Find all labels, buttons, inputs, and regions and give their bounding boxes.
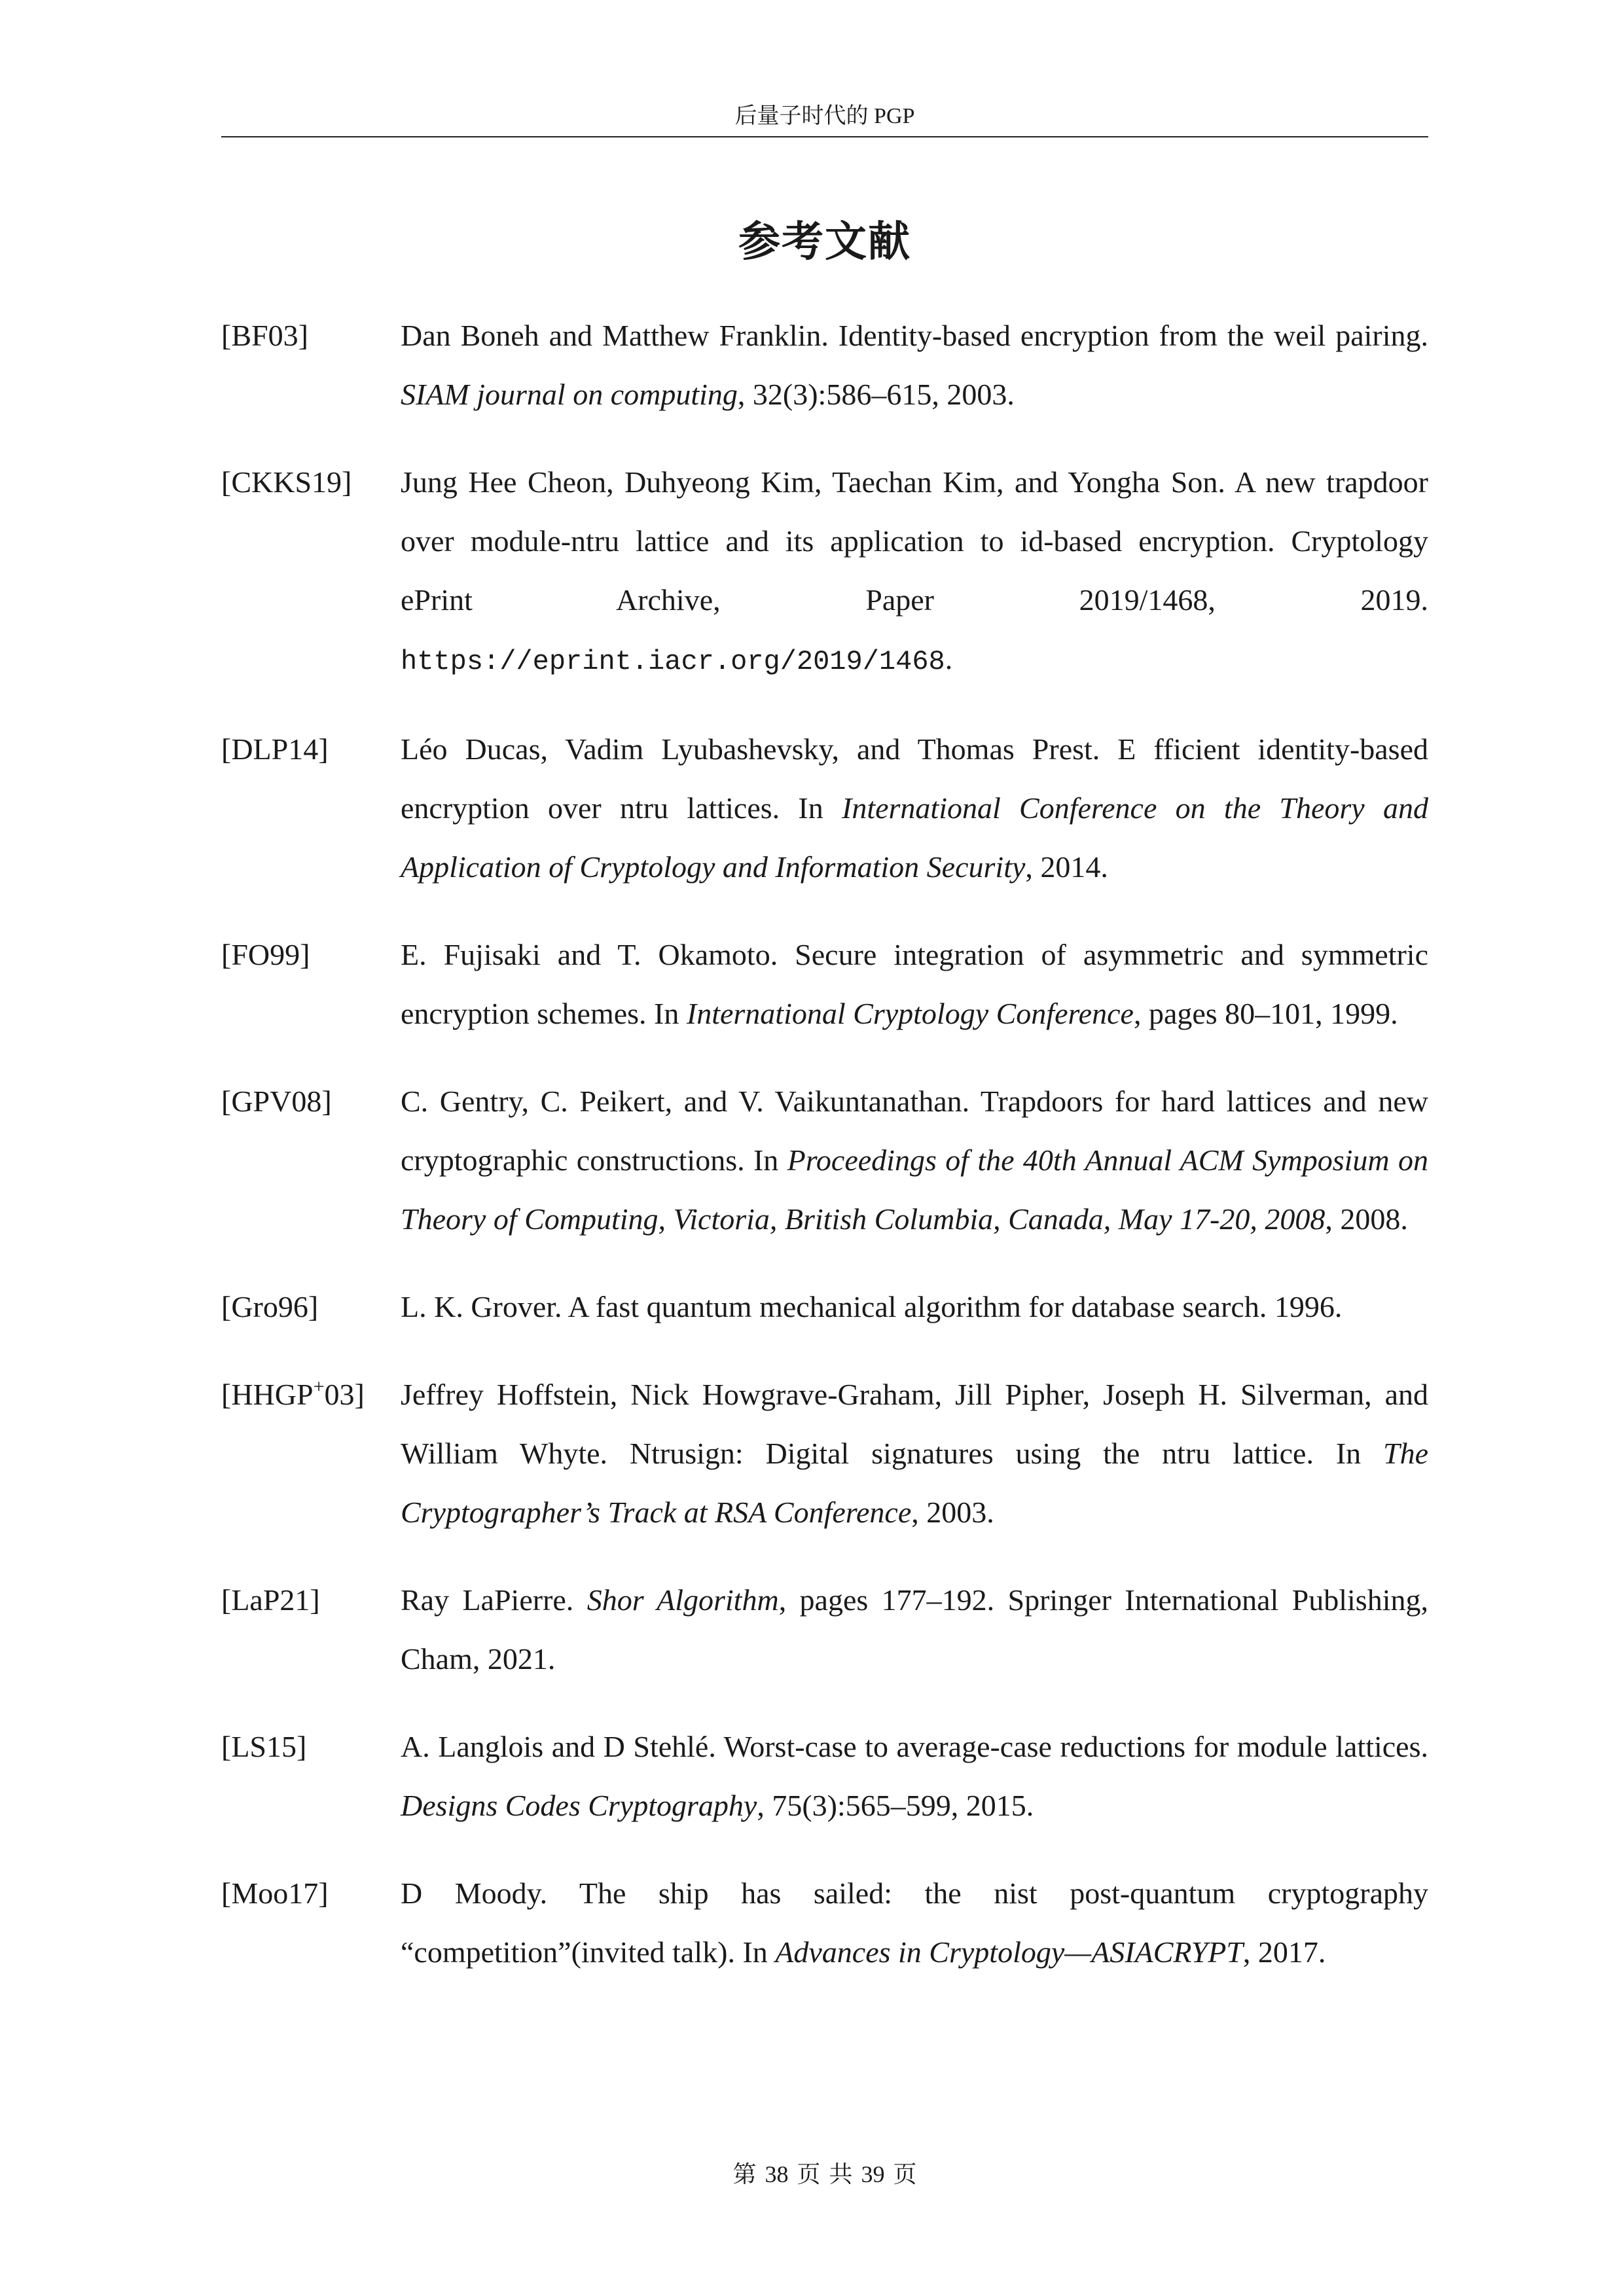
reference-moo17: [221, 1864, 1428, 1982]
reference-ls15: [221, 1717, 1428, 1835]
reference-text: D Moody. The ship has sailed: the nist post-quantum cryptography “competition”(invited talk). In: [401, 1876, 1428, 1969]
reference-url-link[interactable]: https://eprint.iacr.org/2019/1468: [401, 646, 945, 677]
reference-key: [221, 1365, 401, 1542]
reference-body: [401, 1365, 1428, 1542]
reference-venue: Designs Codes Cryptography: [401, 1789, 757, 1822]
header-rule: [221, 136, 1428, 137]
reference-text-tail: , pages 80–101, 1999.: [1133, 997, 1398, 1030]
reference-text: A. Langlois and D Stehlé. Worst-case to average-case reductions for module lattices.: [401, 1730, 1428, 1763]
reference-body: [401, 925, 1428, 1043]
running-head: 后量子时代的 PGP: [734, 104, 915, 128]
reference-text: Jung Hee Cheon, Duhyeong Kim, Taechan Kim, and Yongha Son. A new trapdoor over module-ntru lattice and its application to id-based encryption. Cryptology ePrint Archive, Paper 2019/1468, 2019.: [401, 465, 1428, 617]
reference-text: Dan Boneh and Matthew Franklin. Identity-based encryption from the weil pairing.: [401, 319, 1428, 352]
reference-venue: SIAM journal on computing: [401, 378, 738, 411]
reference-text-tail: , 2008.: [1325, 1202, 1408, 1236]
reference-text-tail: , 2017.: [1242, 1935, 1326, 1969]
reference-key-tail: 03]: [324, 1378, 365, 1411]
reference-key: [CKKS19]: [221, 465, 352, 499]
reference-text-tail: , 2014.: [1025, 850, 1108, 884]
reference-text: L. K. Grover. A fast quantum mechanical algorithm for database search. 1996.: [401, 1290, 1343, 1323]
reference-body: [401, 1717, 1428, 1835]
reference-text: Léo Ducas, Vadim Lyubashevsky, and Thomas Prest. E fficient identity-based encryption over ntru lattices. In: [401, 732, 1428, 825]
reference-body: [401, 1571, 1428, 1689]
reference-venue: The Cryptographer’s Track at RSA Conference: [401, 1437, 1428, 1529]
reference-bf03: [221, 306, 1428, 424]
reference-body: [401, 1278, 1428, 1336]
reference-text-tail: , 32(3):586–615, 2003.: [737, 378, 1015, 411]
reference-lap21: [221, 1571, 1428, 1689]
reference-key: [GPV08]: [221, 1085, 332, 1118]
reference-key-superscript: +: [313, 1375, 325, 1397]
reference-body: [401, 306, 1428, 424]
reference-key: [Gro96]: [221, 1290, 319, 1323]
reference-body: [401, 453, 1428, 691]
reference-text-tail: , 2003.: [911, 1496, 994, 1529]
reference-key: [DLP14]: [221, 732, 329, 766]
reference-key: [LaP21]: [221, 1583, 320, 1617]
reference-key: [FO99]: [221, 938, 310, 971]
reference-key-base: [HHGP: [221, 1378, 314, 1411]
reference-venue: International Cryptology Conference: [686, 997, 1134, 1030]
reference-body: [401, 1864, 1428, 1982]
reference-venue: Proceedings of the 40th Annual ACM Symposium on Theory of Computing, Victoria, British Columbia, Canada, May 17-20, 2008: [401, 1143, 1428, 1236]
reference-body: [401, 1072, 1428, 1249]
section-title: 参考文献: [738, 218, 911, 266]
reference-text: C. Gentry, C. Peikert, and V. Vaikuntanathan. Trapdoors for hard lattices and new cryptographic constructions. In: [401, 1085, 1428, 1177]
page-footer: 第 38 页 共 39 页: [732, 2161, 917, 2187]
reference-text: Ray LaPierre.: [401, 1583, 587, 1617]
reference-list: [221, 306, 1428, 2011]
reference-venue: Shor Algorithm: [586, 1583, 779, 1617]
reference-key: [Moo17]: [221, 1876, 329, 1910]
reference-dlp14: [221, 720, 1428, 897]
reference-venue: International Conference on the Theory and Application of Cryptology and Information Security: [401, 791, 1428, 884]
reference-text-tail: .: [945, 642, 953, 675]
reference-gro96: [221, 1278, 1428, 1336]
reference-text: Jeffrey Hoffstein, Nick Howgrave-Graham, Jill Pipher, Joseph H. Silverman, and William Whyte. Ntrusign: Digital signatures using the ntru lattice. In: [401, 1378, 1428, 1470]
reference-venue: Advances in Cryptology—ASIACRYPT: [775, 1935, 1243, 1969]
reference-hhgp03: [221, 1365, 1428, 1542]
reference-ckks19: [221, 453, 1428, 691]
reference-body: [401, 720, 1428, 897]
reference-fo99: [221, 925, 1428, 1043]
reference-text: E. Fujisaki and T. Okamoto. Secure integration of asymmetric and symmetric encryption schemes. In: [401, 938, 1428, 1030]
reference-gpv08: [221, 1072, 1428, 1249]
reference-text-tail: , pages 177–192. Springer International Publishing, Cham, 2021.: [401, 1583, 1428, 1676]
reference-key: [BF03]: [221, 319, 308, 352]
reference-text-tail: , 75(3):565–599, 2015.: [757, 1789, 1034, 1822]
reference-key: [LS15]: [221, 1730, 307, 1763]
